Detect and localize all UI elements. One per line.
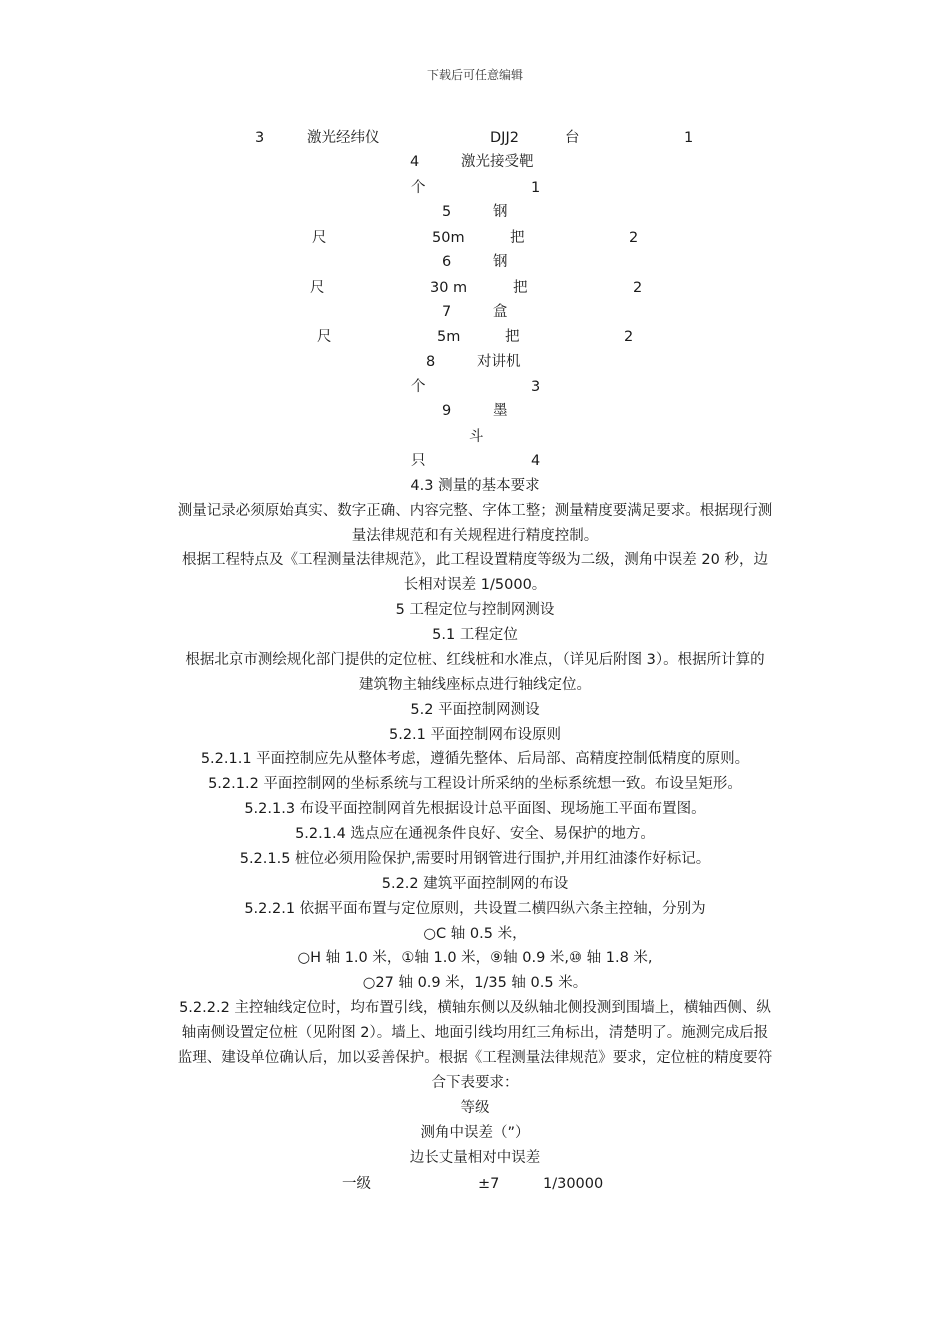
equipment-qty: 3 [531, 379, 541, 395]
equipment-name: 钢 [493, 254, 508, 270]
equipment-qty: 2 [629, 230, 639, 246]
equipment-qty: 1 [531, 180, 541, 196]
page-header: 下载后可任意编辑 [426, 68, 523, 82]
section-heading-5-2-1: 5.2.1 平面控制网布设原则 [388, 727, 561, 743]
paragraph-line: 长相对误差 1/5000。 [403, 577, 547, 593]
table-cell-side-error: 1/30000 [543, 1176, 604, 1192]
table-cell-grade: 一级 [342, 1176, 371, 1192]
clause-5-2-1-2: 5.2.1.2 平面控制网的坐标系统与工程设计所采纳的坐标系统想一致。布设呈矩形。 [208, 776, 742, 792]
section-heading-5-2: 5.2 平面控制网测设 [410, 702, 540, 718]
equipment-qty: 2 [633, 280, 643, 296]
row-number: 8 [426, 354, 436, 370]
equipment-name: 对讲机 [477, 354, 521, 370]
paragraph-line: 量法律规范和有关规程进行精度控制。 [351, 528, 599, 544]
equipment-name: 激光经纬仪 [307, 130, 380, 146]
equipment-name-cont: 斗 [469, 429, 484, 445]
equipment-unit: 个 [411, 379, 426, 395]
equipment-model: 50m [432, 230, 465, 246]
paragraph-line: 轴南侧设置定位桩（见附图 2）。墙上、地面引线均用红三角标出，清楚明了。施测完成后报 [181, 1025, 769, 1041]
row-number: 4 [410, 154, 420, 170]
equipment-name-cont: 尺 [310, 280, 325, 296]
axis-line: ○27 轴 0.9 米，1/35 轴 0.5 米。 [362, 975, 588, 991]
equipment-unit: 把 [510, 230, 525, 246]
row-number: 9 [442, 403, 452, 419]
equipment-unit: 只 [411, 453, 426, 469]
table-header-angle-error: 测角中误差（”） [420, 1125, 530, 1141]
table-header-side-error: 边长丈量相对中误差 [409, 1150, 541, 1166]
axis-line: ○H 轴 1.0 米，①轴 1.0 米，⑨轴 0.9 米,⑩ 轴 1.8 米, [297, 950, 653, 966]
equipment-name-cont: 尺 [317, 329, 332, 345]
equipment-model: DJJ2 [490, 130, 519, 146]
paragraph-line: 合下表要求： [431, 1075, 519, 1091]
equipment-name: 激光接受靶 [461, 154, 534, 170]
equipment-name-cont: 尺 [312, 230, 327, 246]
axis-line: ○C 轴 0.5 米， [423, 926, 527, 942]
equipment-name: 钢 [493, 204, 508, 220]
section-heading-4-3: 4.3 测量的基本要求 [410, 478, 540, 494]
paragraph-line: 测量记录必须原始真实、数字正确、内容完整、字体工整；测量精度要满足要求。根据现行测 [177, 503, 773, 519]
clause-5-2-1-5: 5.2.1.5 桩位必须用险保护,需要时用钢管进行围护,并用红油漆作好标记。 [239, 851, 711, 867]
section-heading-5-1: 5.1 工程定位 [432, 627, 518, 643]
paragraph-line: 监理、建设单位确认后，加以妥善保护。根据《工程测量法律规范》要求，定位桩的精度要符 [177, 1050, 773, 1066]
clause-5-2-1-1: 5.2.1.1 平面控制应先从整体考虑，遵循先整体、后局部、高精度控制低精度的原则。 [200, 751, 750, 767]
equipment-qty: 2 [624, 329, 634, 345]
clause-5-2-1-3: 5.2.1.3 布设平面控制网首先根据设计总平面图、现场施工平面布置图。 [244, 801, 706, 817]
section-heading-5: 5 工程定位与控制网测设 [395, 602, 555, 618]
paragraph-line: 5.2.2.2 主控轴线定位时，均布置引线，横轴东侧以及纵轴北侧投测到围墙上，横轴西侧、纵 [179, 1000, 771, 1016]
equipment-unit: 把 [513, 280, 528, 296]
equipment-name: 盒 [493, 304, 508, 320]
paragraph-line: 建筑物主轴线座标点进行轴线定位。 [359, 677, 591, 693]
clause-5-2-2-1: 5.2.2.1 依据平面布置与定位原则，共设置二横四纵六条主控轴，分别为 [244, 901, 706, 917]
equipment-model: 30 m [430, 280, 468, 296]
row-number: 6 [442, 254, 452, 270]
paragraph-line: 根据工程特点及《工程测量法律规范》，此工程设置精度等级为二级，测角中误差 20 秒，边 [182, 552, 768, 568]
equipment-qty: 4 [531, 453, 541, 469]
table-cell-angle-error: ±7 [478, 1176, 500, 1192]
clause-5-2-1-4: 5.2.1.4 选点应在通视条件良好、安全、易保护的地方。 [295, 826, 655, 842]
equipment-qty: 1 [684, 130, 694, 146]
row-number: 5 [442, 204, 452, 220]
table-header-grade: 等级 [460, 1100, 490, 1116]
section-heading-5-2-2: 5.2.2 建筑平面控制网的布设 [381, 876, 569, 892]
paragraph-line: 根据北京市测绘规化部门提供的定位桩、红线桩和水准点，（详见后附图 3）。根据所计算的 [185, 652, 765, 668]
row-number: 3 [255, 130, 265, 146]
equipment-unit: 个 [411, 180, 426, 196]
equipment-name: 墨 [493, 403, 508, 419]
equipment-unit: 台 [565, 130, 580, 146]
row-number: 7 [442, 304, 452, 320]
equipment-unit: 把 [505, 329, 520, 345]
equipment-model: 5m [437, 329, 461, 345]
